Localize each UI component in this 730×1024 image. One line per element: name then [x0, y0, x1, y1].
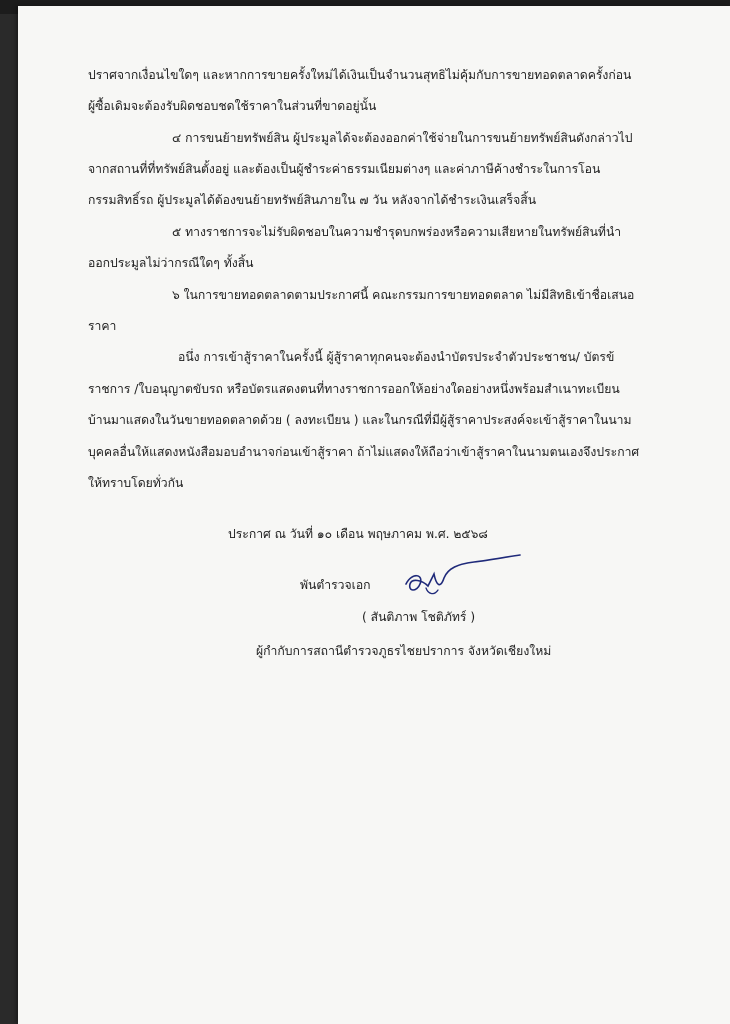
announcement-date: ประกาศ ณ วันที่ ๑๐ เดือน พฤษภาคม พ.ศ. ๒๕๖๘ [228, 527, 488, 541]
signer-name: ( สันติภาพ โชติภัทร์ ) [362, 610, 476, 624]
body-line-2: ผู้ซื้อเดิมจะต้องรับผิดชอบชดใช้ราคาในส่วนที่ขาดอยู่นั้น [88, 99, 377, 113]
body-line-13: บุคคลอื่นให้แสดงหนังสือมอบอำนาจก่อนเข้าสู้ราคา ถ้าไม่แสดงให้ถือว่าเข้าสู้ราคาในนามตนเองจึงประกาศ [88, 445, 640, 459]
handwritten-signature [398, 554, 528, 602]
body-line-11: ราชการ /ใบอนุญาตขับรถ หรือบัตรแสดงตนที่ทางราชการออกให้อย่างใดอย่างหนึ่งพร้อมสำเนาทะเบียน [88, 382, 620, 396]
body-line-12: บ้านมาแสดงในวันขายทอดตลาดด้วย ( ลงทะเบียน ) และในกรณีที่มีผู้สู้ราคาประสงค์จะเข้าสู้ราคาในนาม [88, 413, 632, 427]
body-line-10: อนึ่ง การเข้าสู้ราคาในครั้งนี้ ผู้สู้ราคาทุกคนจะต้องนำบัตรประจำตัวประชาชน/ บัตรข้ [178, 350, 615, 364]
body-line-7: ออกประมูลไม่ว่ากรณีใดๆ ทั้งสิ้น [88, 256, 254, 270]
body-line-8: ๖ ในการขายทอดตลาดตามประกาศนี้ คณะกรรมการขายทอดตลาด ไม่มีสิทธิเข้าชื่อเสนอ [172, 288, 635, 302]
body-line-4: จากสถานที่ที่ทรัพย์สินตั้งอยู่ และต้องเป็นผู้ชำระค่าธรรมเนียมต่างๆ และค่าภาษีค้างชำระในการโอน [88, 162, 601, 176]
body-line-3: ๔ การขนย้ายทรัพย์สิน ผู้ประมูลได้จะต้องออกค่าใช้จ่ายในการขนย้ายทรัพย์สินดังกล่าวไป [172, 131, 633, 145]
body-line-1: ปราศจากเงื่อนไขใดๆ และหากการขายครั้งใหม่ได้เงินเป็นจำนวนสุทธิไม่คุ้มกับการขายทอดตลาดครั้งก่อน [88, 68, 632, 82]
body-line-14: ให้ทราบโดยทั่วกัน [88, 476, 184, 490]
body-line-6: ๕ ทางราชการจะไม่รับผิดชอบในความชำรุดบกพร่องหรือความเสียหายในทรัพย์สินที่นำ [172, 225, 622, 239]
signer-position: ผู้กำกับการสถานีตำรวจภูธรไชยปราการ จังหวัดเชียงใหม่ [256, 644, 552, 658]
document-page [18, 6, 730, 1024]
body-line-9: ราคา [88, 319, 117, 333]
signer-rank: พันตำรวจเอก [300, 578, 371, 592]
body-line-5: กรรมสิทธิ์รถ ผู้ประมูลได้ต้องขนย้ายทรัพย์สินภายใน ๗ วัน หลังจากได้ชำระเงินเสร็จสิ้น [88, 193, 537, 207]
